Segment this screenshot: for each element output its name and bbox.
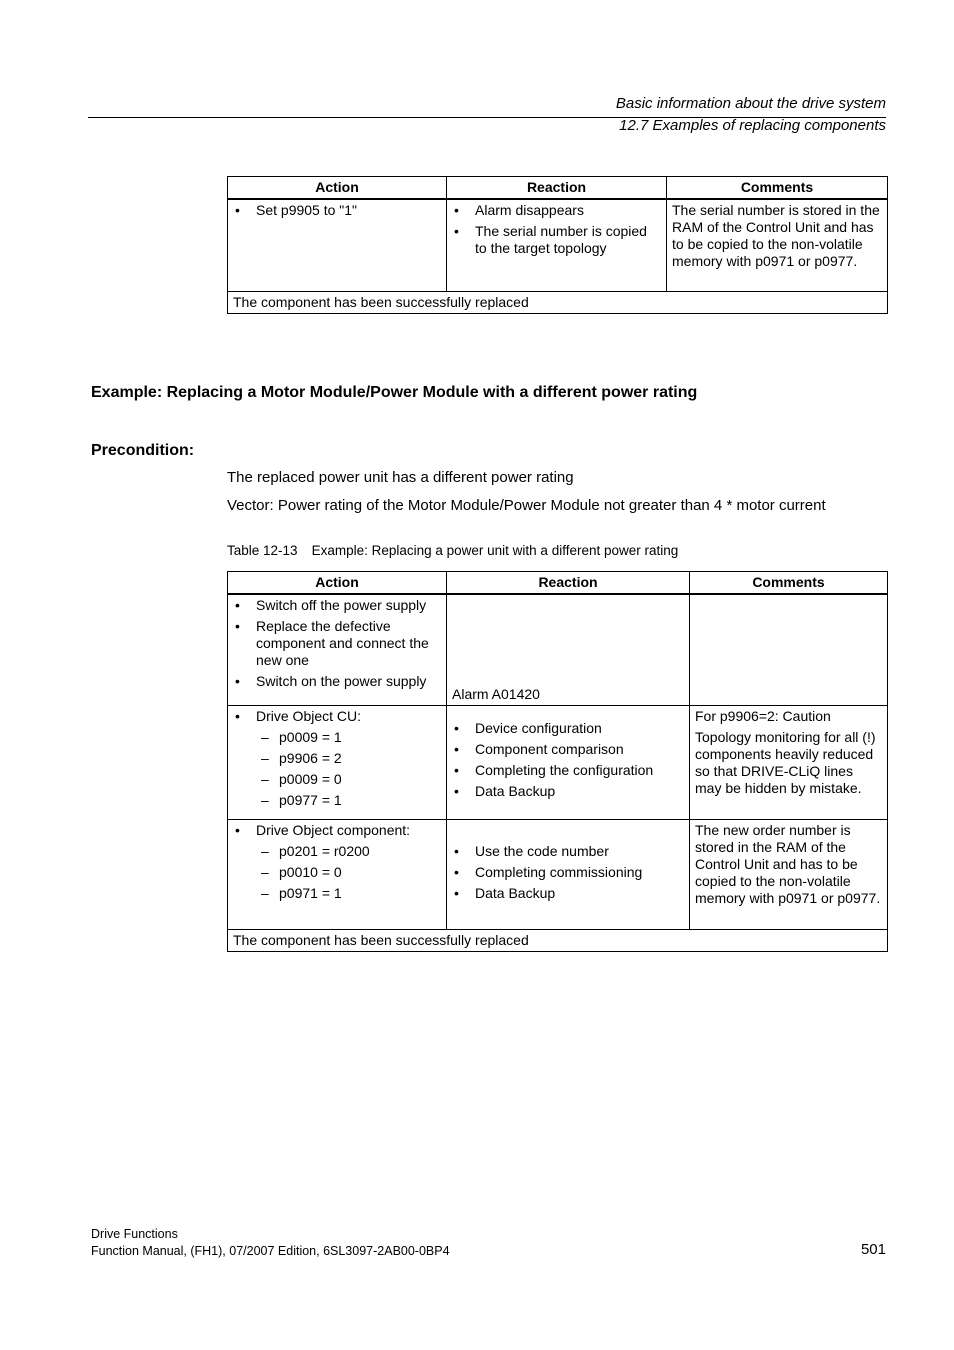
column-header-comments: Comments <box>667 177 888 200</box>
list-item: • Use the code number <box>452 843 684 860</box>
reaction-cell <box>447 819 690 929</box>
parameter-item: – p0009 = 1 <box>256 729 441 746</box>
reaction-list <box>452 202 661 257</box>
list-item: • The serial number is copied to the target topology <box>452 223 661 257</box>
reaction-list <box>452 843 684 902</box>
list-item: • Switch off the power supply <box>233 597 441 614</box>
action-cell <box>228 705 447 819</box>
column-header-action: Action <box>228 572 447 595</box>
table-footer-text: The component has been successfully replaced <box>228 929 888 951</box>
parameter-item: – p0010 = 0 <box>256 864 441 881</box>
running-header-chapter: Basic information about the drive system <box>615 95 886 112</box>
action-list <box>233 597 441 690</box>
table-footer-text: The component has been successfully replaced <box>228 291 888 313</box>
action-cell <box>228 594 447 705</box>
reaction-text: Alarm A01420 <box>452 685 540 702</box>
section-heading: Example: Replacing a Motor Module/Power Module with a different power rating <box>91 384 698 401</box>
table-row <box>228 819 888 929</box>
table-header-row <box>228 572 888 595</box>
reaction-cell <box>447 705 690 819</box>
column-header-reaction: Reaction <box>447 177 667 200</box>
comment-cell <box>690 594 888 705</box>
table-caption <box>227 543 678 558</box>
table-header-row <box>228 177 888 200</box>
column-header-reaction: Reaction <box>447 572 690 595</box>
running-header-section: 12.7 Examples of replacing components <box>619 117 886 134</box>
action-cell <box>228 199 447 291</box>
reaction-cell <box>447 199 667 291</box>
footer-title: Drive Functions <box>91 1227 178 1241</box>
list-item: • Component comparison <box>452 741 684 758</box>
table-2 <box>227 571 888 952</box>
paragraph: The replaced power unit has a different power rating <box>227 469 574 486</box>
parameter-item: – p0201 = r0200 <box>256 843 441 860</box>
parameter-item: – p9906 = 2 <box>256 750 441 767</box>
page-number: 501 <box>860 1241 886 1258</box>
reaction-cell <box>447 594 690 705</box>
list-item <box>233 708 441 809</box>
list-item: • Data Backup <box>452 885 684 902</box>
list-item: • Device configuration <box>452 720 684 737</box>
action-text: Drive Object component: <box>256 821 411 838</box>
parameter-item: – p0977 = 1 <box>256 792 441 809</box>
list-item <box>233 822 441 902</box>
comment-cell: The serial number is stored in the RAM of the Control Unit and has to be copied to the non-volatile memory with p0971 or p0977. <box>667 199 888 291</box>
table-footer-row <box>228 291 888 313</box>
table-footer-row <box>228 929 888 951</box>
action-list <box>233 822 441 902</box>
list-item: • Replace the defective component and connect the new one <box>233 618 441 669</box>
parameter-item: – p0971 = 1 <box>256 885 441 902</box>
list-item: • Completing commissioning <box>452 864 684 881</box>
comment-text: Topology monitoring for all (!) components heavily reduced so that DRIVE-CLiQ lines may be hidden by mistake. <box>695 728 876 796</box>
parameter-list <box>256 729 441 809</box>
reaction-list <box>452 720 684 800</box>
column-header-action: Action <box>228 177 447 200</box>
comment-cell <box>690 705 888 819</box>
list-item: • Alarm disappears <box>452 202 661 219</box>
list-item: • Completing the configuration <box>452 762 684 779</box>
table-row <box>228 594 888 705</box>
action-cell <box>228 819 447 929</box>
footer-manual-info: Function Manual, (FH1), 07/2007 Edition, 6SL3097-2AB00-0BP4 <box>91 1244 450 1258</box>
parameter-item: – p0009 = 0 <box>256 771 441 788</box>
list-item: • Switch on the power supply <box>233 673 441 690</box>
comment-title: For p9906=2: Caution <box>695 707 831 724</box>
table-caption-number: Table 12-13 <box>227 543 298 558</box>
column-header-comments: Comments <box>690 572 888 595</box>
action-list <box>233 708 441 809</box>
precondition-heading: Precondition: <box>91 442 195 459</box>
comment-cell: The new order number is stored in the RAM of the Control Unit and has to be copied to the non-volatile memory with p0971 or p0977. <box>690 819 888 929</box>
action-list <box>233 202 441 219</box>
paragraph: Vector: Power rating of the Motor Module/Power Module not greater than 4 * motor current <box>227 497 826 514</box>
list-item: • Data Backup <box>452 783 684 800</box>
action-text: Drive Object CU: <box>256 707 362 724</box>
list-item: • Set p9905 to "1" <box>233 202 441 219</box>
table-caption-text: Example: Replacing a power unit with a different power rating <box>311 543 679 558</box>
parameter-list <box>256 843 441 902</box>
table-1 <box>227 176 888 314</box>
table-row <box>228 199 888 291</box>
table-row <box>228 705 888 819</box>
